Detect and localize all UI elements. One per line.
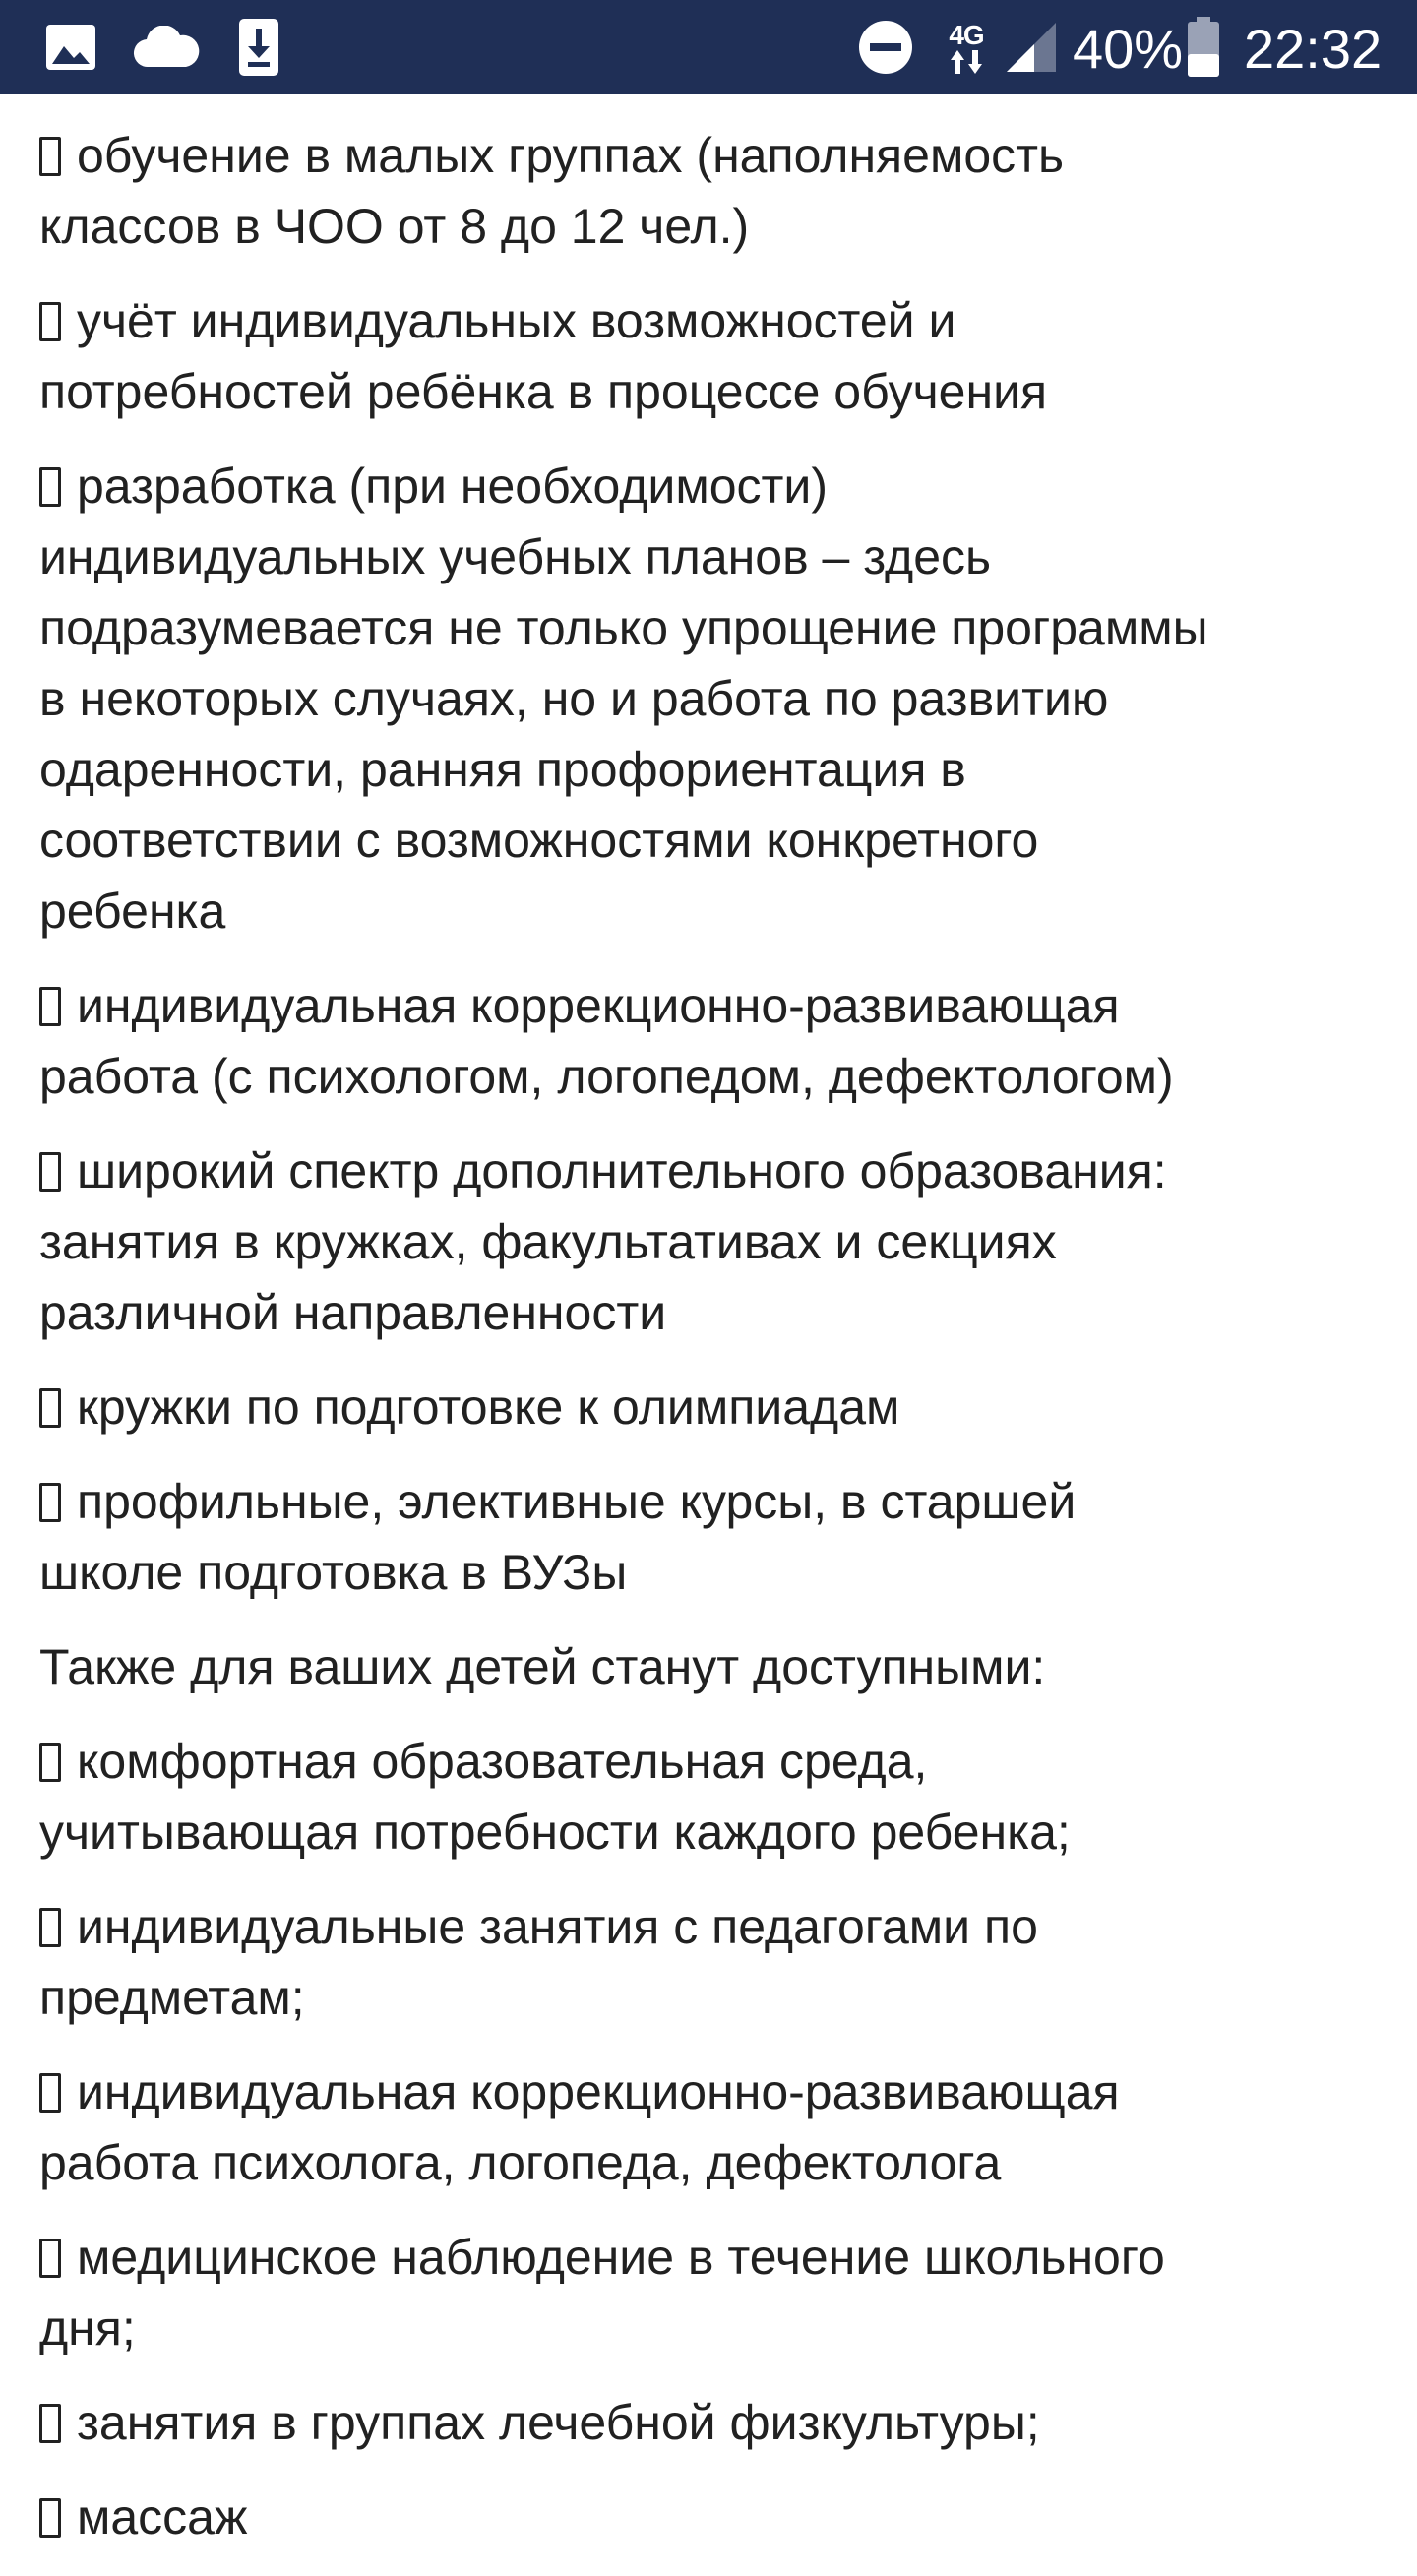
list-item: комфортная образовательная среда, учитывающая потребности каждого ребенка; [39, 1734, 1071, 1860]
bullet-glyph-icon [39, 137, 61, 176]
bullet-glyph-icon [39, 2073, 61, 2113]
section-heading: Также для ваших детей станут доступными: [39, 1639, 1046, 1694]
cloud-icon [132, 0, 201, 94]
network-4g-icon: 4G [945, 0, 988, 94]
list-item: индивидуальная коррекционно-развивающая работа психолога, логопеда, дефектолога [39, 2064, 1120, 2190]
list-item: кружки по подготовке к олимпиадам [39, 1372, 1397, 1442]
list-item: индивидуальная коррекционно-развивающая работа (с психологом, логопедом, дефектологом) [39, 978, 1174, 1104]
list-item: массаж [39, 2482, 1397, 2552]
signal-icon [1004, 0, 1059, 94]
feature-list [39, 120, 1397, 1608]
do-not-disturb-icon [856, 0, 915, 94]
bullet-glyph-icon [39, 987, 61, 1026]
list-item: профильные, элективные курсы, в старшей школе подготовка в ВУЗы [39, 1474, 1077, 1600]
bullet-glyph-icon [39, 1388, 61, 1428]
status-bar [0, 0, 1417, 94]
list-item: занятия в группах лечебной физкультуры; [39, 2387, 1397, 2458]
list-item: медицинское наблюдение в течение школьного дня; [39, 2230, 1165, 2356]
bullet-glyph-icon [39, 2498, 61, 2538]
bullet-glyph-icon [39, 1743, 61, 1782]
bullet-glyph-icon [39, 1152, 61, 1192]
clock: 22:32 [1244, 18, 1383, 80]
battery-icon [1185, 0, 1222, 94]
bullet-glyph-icon [39, 2239, 61, 2278]
list-item: обучение в малых группах (наполняемость классов в ЧОО от 8 до 12 чел.) [39, 128, 1065, 254]
list-item: разработка (при необходимости) индивидуальных учебных планов – здесь подразумевается не только упрощение программы в некоторых случаях, но и работа по развитию одаренности, ранняя профориентация в соответствии с возможностями конкретного ребенка [39, 459, 1208, 939]
list-item: учёт индивидуальных возможностей и потребностей ребёнка в процессе обучения [39, 293, 1048, 419]
list-item: индивидуальные занятия с педагогами по предметам; [39, 1899, 1038, 2025]
bullet-glyph-icon [39, 1483, 61, 1522]
gallery-icon [43, 0, 98, 94]
bullet-glyph-icon [39, 2404, 61, 2443]
bullet-glyph-icon [39, 467, 61, 507]
battery-percent: 40% [1073, 18, 1184, 80]
bullet-glyph-icon [39, 1908, 61, 1947]
download-icon [236, 0, 281, 94]
availability-list [39, 1726, 1397, 2552]
article-content [39, 120, 1397, 2576]
bullet-glyph-icon [39, 302, 61, 341]
list-item: широкий спектр дополнительного образования: занятия в кружках, факультативах и секциях различной направленности [39, 1143, 1167, 1340]
